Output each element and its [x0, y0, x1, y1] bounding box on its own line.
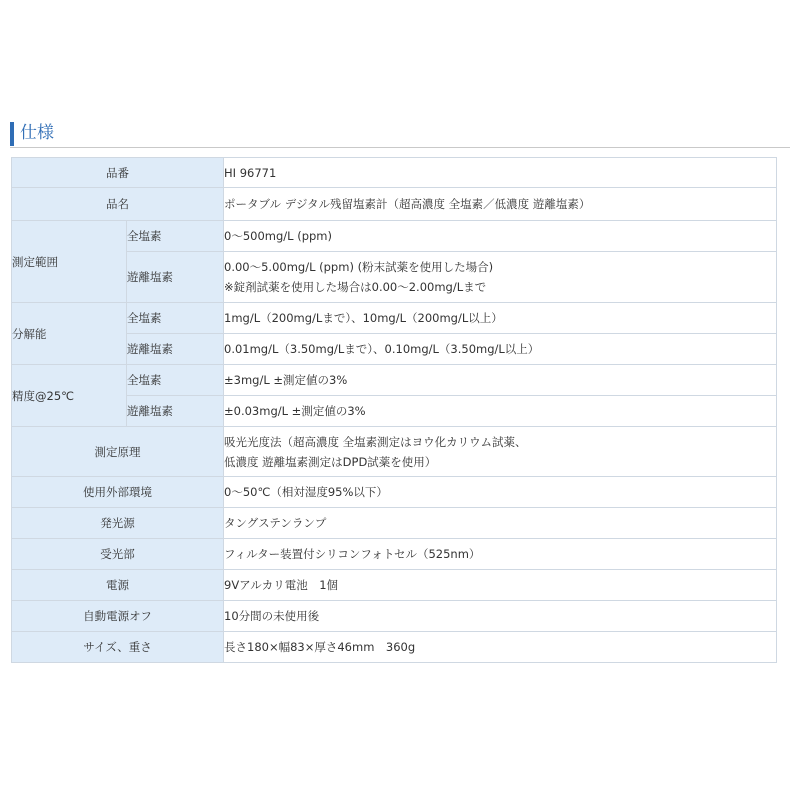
table-row [12, 539, 777, 570]
row-value-range-total: 0〜500mg/L (ppm) [224, 221, 777, 252]
spec-table [11, 157, 777, 663]
range-free-line-2: ※錠剤試薬を使用した場合は0.00〜2.00mg/Lまで [224, 280, 487, 294]
row-value-res-total: 1mg/L（200mg/Lまで）、10mg/L（200mg/L以上） [224, 303, 777, 334]
sub-label-range-total: 全塩素 [127, 221, 224, 252]
table-row [12, 334, 777, 365]
row-value-detector: フィルター装置付シリコンフォトセル（525nm） [224, 539, 777, 570]
row-value-model: HI 96771 [224, 158, 777, 188]
table-row [12, 396, 777, 427]
row-value-name: ポータブル デジタル残留塩素計（超高濃度 全塩素／低濃度 遊離塩素） [224, 188, 777, 221]
row-label-name: 品名 [12, 188, 224, 221]
row-label-principle: 測定原理 [12, 427, 224, 477]
table-row [12, 158, 777, 188]
sub-label-acc-total: 全塩素 [127, 365, 224, 396]
sub-label-range-free: 遊離塩素 [127, 252, 224, 303]
row-label-resolution: 分解能 [12, 303, 127, 365]
principle-line-2: 低濃度 遊離塩素測定はDPD試薬を使用） [224, 454, 437, 469]
table-row [12, 508, 777, 539]
row-value-environment: 0〜50℃（相対湿度95%以下） [224, 477, 777, 508]
section-accent-bar [10, 122, 14, 146]
table-row [12, 570, 777, 601]
table-row [12, 632, 777, 663]
section-title: 仕様 [20, 123, 54, 143]
row-label-detector: 受光部 [12, 539, 224, 570]
table-row [12, 188, 777, 221]
row-value-acc-free: ±0.03mg/L ±測定値の3% [224, 396, 777, 427]
row-value-auto-off: 10分間の未使用後 [224, 601, 777, 632]
row-value-size-weight: 長さ180×幅83×厚さ46mm 360g [224, 632, 777, 663]
row-value-power: 9Vアルカリ電池 1個 [224, 570, 777, 601]
sub-label-res-free: 遊離塩素 [127, 334, 224, 365]
row-value-principle [224, 427, 777, 477]
table-row [12, 601, 777, 632]
table-row [12, 477, 777, 508]
table-row [12, 252, 777, 303]
row-label-auto-off: 自動電源オフ [12, 601, 224, 632]
row-label-accuracy: 精度@25℃ [12, 365, 127, 427]
sub-label-acc-free: 遊離塩素 [127, 396, 224, 427]
row-label-environment: 使用外部環境 [12, 477, 224, 508]
table-row [12, 303, 777, 334]
row-label-light-source: 発光源 [12, 508, 224, 539]
row-label-power: 電源 [12, 570, 224, 601]
table-row [12, 221, 777, 252]
table-row [12, 365, 777, 396]
row-label-range: 測定範囲 [12, 221, 127, 303]
row-value-acc-total: ±3mg/L ±測定値の3% [224, 365, 777, 396]
table-row [12, 427, 777, 477]
row-value-range-free [224, 252, 777, 303]
sub-label-res-total: 全塩素 [127, 303, 224, 334]
row-label-model: 品番 [12, 158, 224, 188]
section-header [10, 122, 790, 148]
row-label-size-weight: サイズ、重さ [12, 632, 224, 663]
row-value-light-source: タングステンランプ [224, 508, 777, 539]
principle-line-1: 吸光光度法（超高濃度 全塩素測定はヨウ化カリウム試薬、 [224, 434, 527, 449]
row-value-res-free: 0.01mg/L（3.50mg/Lまで）、0.10mg/L（3.50mg/L以上） [224, 334, 777, 365]
range-free-line-1: 0.00〜5.00mg/L (ppm) (粉末試薬を使用した場合) [224, 260, 494, 274]
